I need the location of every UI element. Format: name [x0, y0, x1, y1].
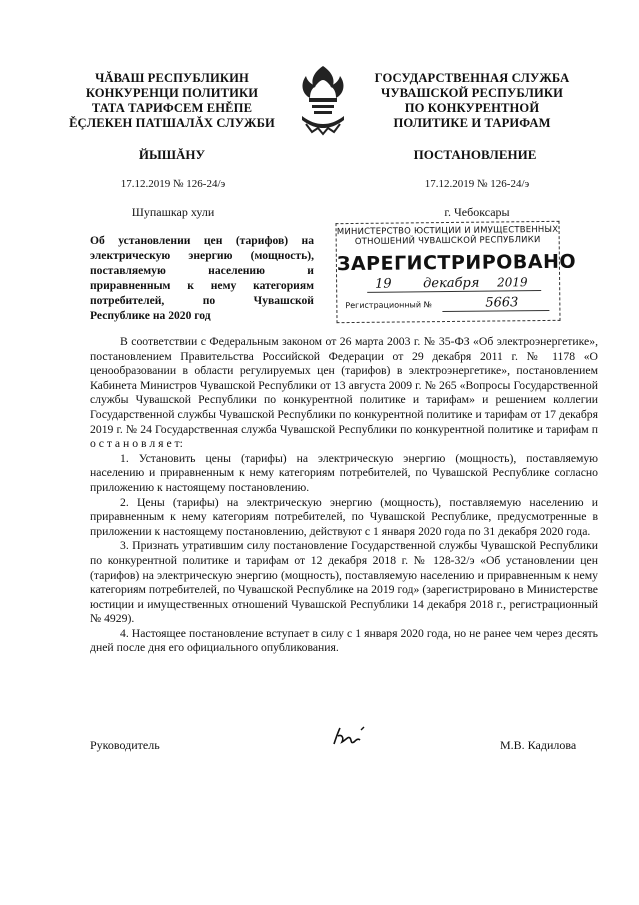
date-number-left: 17.12.2019 № 126-24/э	[120, 178, 226, 190]
title-line: поставляемую населению и	[90, 264, 314, 277]
stamp-date-year: 2019	[497, 275, 528, 290]
registration-stamp	[335, 221, 577, 323]
title-line: Республике на 2020 год	[90, 309, 211, 322]
title-line: потребителей, по Чувашской	[90, 294, 314, 307]
handwritten-signature	[330, 724, 370, 750]
document-body	[90, 335, 598, 656]
emblem-icon	[292, 62, 354, 138]
date-number-right: 17.12.2019 № 126-24/э	[424, 178, 530, 190]
header-right-line: ЧУВАШСКОЙ РЕСПУБЛИКИ	[380, 86, 563, 100]
city-right: г. Чебоксары	[444, 205, 510, 219]
stamp-registered: ЗАРЕГИСТРИРОВАНО	[336, 250, 577, 276]
body-paragraph: 1. Установить цены (тарифы) на электрическую энергию (мощность), поставляемую населению и приравненным к нему категориям потребителей, по Чувашской Республике согласно приложению к настоящему постановлению.	[90, 451, 598, 494]
header-right-line: ПОЛИТИКЕ И ТАРИФАМ	[393, 116, 551, 130]
body-paragraph: В соответствии с Федеральным законом от 26 марта 2003 г. № 35-ФЗ «Об электроэнергетике», постановлением Правительства Российской Федерации от 29 декабря 2011 г. № 1178 «О ценообразовании в области регулируемых цен (тарифов) в электроэнергетике», постановлением Кабинета Министров Чувашской Республики от 13 августа 2009 г. № 265 «Вопросы Государственной службы Чувашской Республики по конкурентной политике и тарифам» и решением коллегии Государственной службы Чувашской Республики по конкурентной политике и тарифам от 17 декабря 2019 г. № 24 Государственная служба Чувашской Республики по конкурентной политике и тарифам п о с т а н о в л я е т:	[90, 335, 598, 451]
header-left	[62, 71, 282, 131]
stamp-date-month: декабря	[423, 275, 480, 292]
header-left-line: ТАТА ТАРИФСЕМ ЕНĚПЕ	[91, 101, 253, 115]
stamp-reg-number: 5663	[485, 295, 519, 311]
doc-type-left: ЙЫШĂНУ	[138, 147, 206, 162]
stamp-reg-row	[337, 297, 559, 315]
signature-name: М.В. Кадилова	[500, 738, 577, 752]
title-line: электрическую энергию (мощность),	[90, 249, 314, 262]
title-line: приравненным к нему категориям	[90, 279, 314, 292]
header-left-line: ĚÇЛЕКЕН ПАТШАЛĂХ СЛУЖБИ	[69, 116, 275, 130]
stamp-date-day: 19	[375, 276, 392, 292]
stamp-ministry-line: МИНИСТЕРСТВО ЮСТИЦИИ И ИМУЩЕСТВЕННЫХ	[336, 224, 559, 238]
header-left-line: ЧĂВАШ РЕСПУБЛИКИН	[95, 71, 249, 85]
city-left: Шупашкар хули	[131, 205, 215, 219]
stamp-ministry-line: ОТНОШЕНИЙ ЧУВАШСКОЙ РЕСПУБЛИКИ	[354, 235, 541, 247]
document-title	[90, 233, 314, 323]
header-right-line: ГОСУДАРСТВЕННАЯ СЛУЖБА	[374, 71, 570, 85]
signature-position: Руководитель	[90, 738, 160, 752]
header-left-line: КОНКУРЕНЦИ ПОЛИТИКИ	[85, 86, 259, 100]
body-paragraph: 4. Настоящее постановление вступает в силу с 1 января 2020 года, но не ранее чем через десять дней после дня его официального опубликования.	[90, 626, 598, 655]
body-paragraph: 3. Признать утратившим силу постановление Государственной службы Чувашской Республики по конкурентной политике и тарифам от 12 декабря 2018 г. № 128-32/э «Об установлении цен (тарифов) на электрическую энергию (мощность), поставляемую населению и приравненным к нему категориям потребителей, по Чувашской Республике на 2019 год» (зарегистрировано в Министерстве юстиции и имущественных отношений Чувашской Республики 14 декабря 2018 г., регистрационный № 4929).	[90, 539, 598, 626]
title-line: Об установлении цен (тарифов) на	[90, 234, 314, 247]
body-paragraph: 2. Цены (тарифы) на электрическую энергию (мощность), поставляемую населению и приравненным к нему категориям потребителей, по Чувашской Республике, предусмотренные в приложении к настоящему постановлению, действуют с 1 января 2020 года по 31 декабря 2020 года.	[90, 495, 598, 538]
stamp-date	[337, 275, 559, 295]
stamp-reg-label: Регистрационный №	[345, 300, 432, 311]
header-right	[362, 71, 582, 131]
header-right-line: ПО КОНКУРЕНТНОЙ	[404, 101, 540, 115]
doc-type-right: ПОСТАНОВЛЕНИЕ	[413, 147, 537, 162]
